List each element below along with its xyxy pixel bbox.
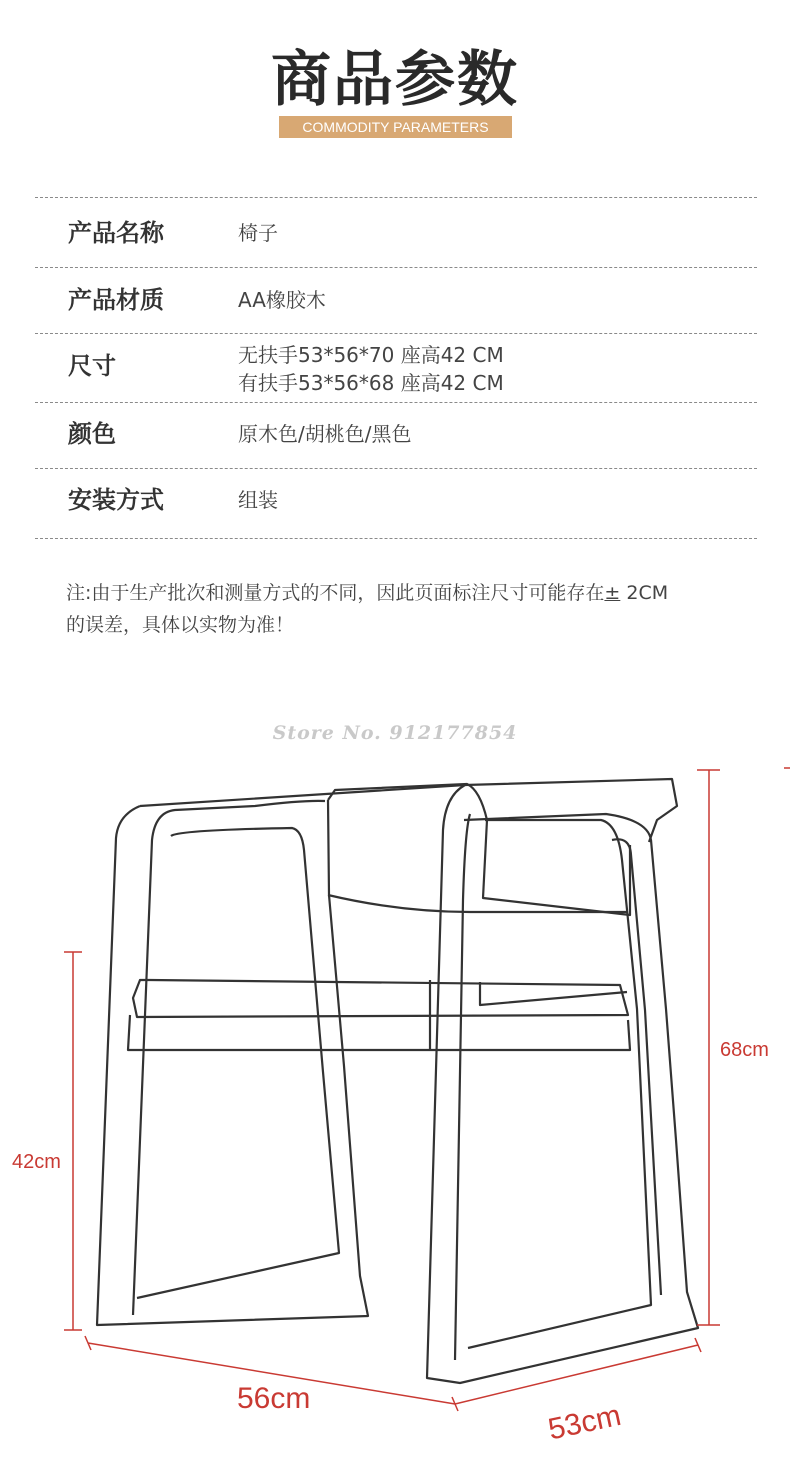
tolerance-note — [66, 577, 766, 609]
note-plusminus: ± — [604, 582, 621, 604]
spec-label-install: 安装方式 — [68, 486, 164, 514]
spec-value-install: 组装 — [238, 488, 278, 512]
divider — [35, 197, 757, 198]
divider — [35, 267, 757, 268]
divider — [35, 538, 757, 539]
chair-top-rail — [140, 779, 677, 842]
chair-right-frame — [427, 785, 698, 1383]
spec-label-name: 产品名称 — [68, 219, 164, 247]
chair-left-frame — [97, 800, 368, 1325]
chair-drawing — [97, 779, 698, 1383]
note-text-before: 注:由于生产批次和测量方式的不同，因此页面标注尺寸可能存在 — [66, 582, 605, 604]
label-total-height: 68cm — [720, 1039, 769, 1061]
chair-left-loop — [137, 828, 339, 1298]
dim-line-depth — [455, 1345, 698, 1404]
dimension-lines — [64, 768, 790, 1411]
spec-value-size-2: 有扶手53*56*68 座高42 CM — [238, 371, 504, 395]
label-depth: 53cm — [545, 1398, 624, 1447]
chair-right-leg — [612, 839, 661, 1295]
spec-label-size: 尺寸 — [68, 352, 116, 380]
label-seat-height: 42cm — [12, 1151, 61, 1173]
spec-value-color: 原木色/胡桃色/黑色 — [238, 422, 412, 446]
divider — [35, 468, 757, 469]
spec-value-size-1: 无扶手53*56*70 座高42 CM — [238, 343, 504, 367]
chair-left-frame-inner — [133, 801, 325, 1315]
divider — [35, 333, 757, 334]
spec-value-material: AA橡胶木 — [238, 288, 326, 312]
label-width: 56cm — [237, 1382, 311, 1415]
store-watermark: Store No. 912177854 — [272, 722, 518, 744]
dimension-labels — [12, 1039, 769, 1446]
chair-diagram — [0, 740, 790, 1471]
page-subtitle: COMMODITY PARAMETERS — [279, 116, 512, 138]
chair-backrest — [328, 784, 630, 915]
tolerance-note-line2: 的误差，具体以实物为准！ — [66, 614, 295, 636]
divider — [35, 402, 757, 403]
note-text-after: 2CM — [620, 582, 669, 604]
spec-value-name: 椅子 — [238, 221, 278, 245]
chair-seat-front — [128, 1015, 630, 1050]
page-title: 商品参数 — [271, 45, 519, 115]
chair-right-frame-inner — [455, 814, 470, 1360]
spec-label-material: 产品材质 — [68, 286, 164, 314]
spec-label-color: 颜色 — [68, 420, 116, 448]
